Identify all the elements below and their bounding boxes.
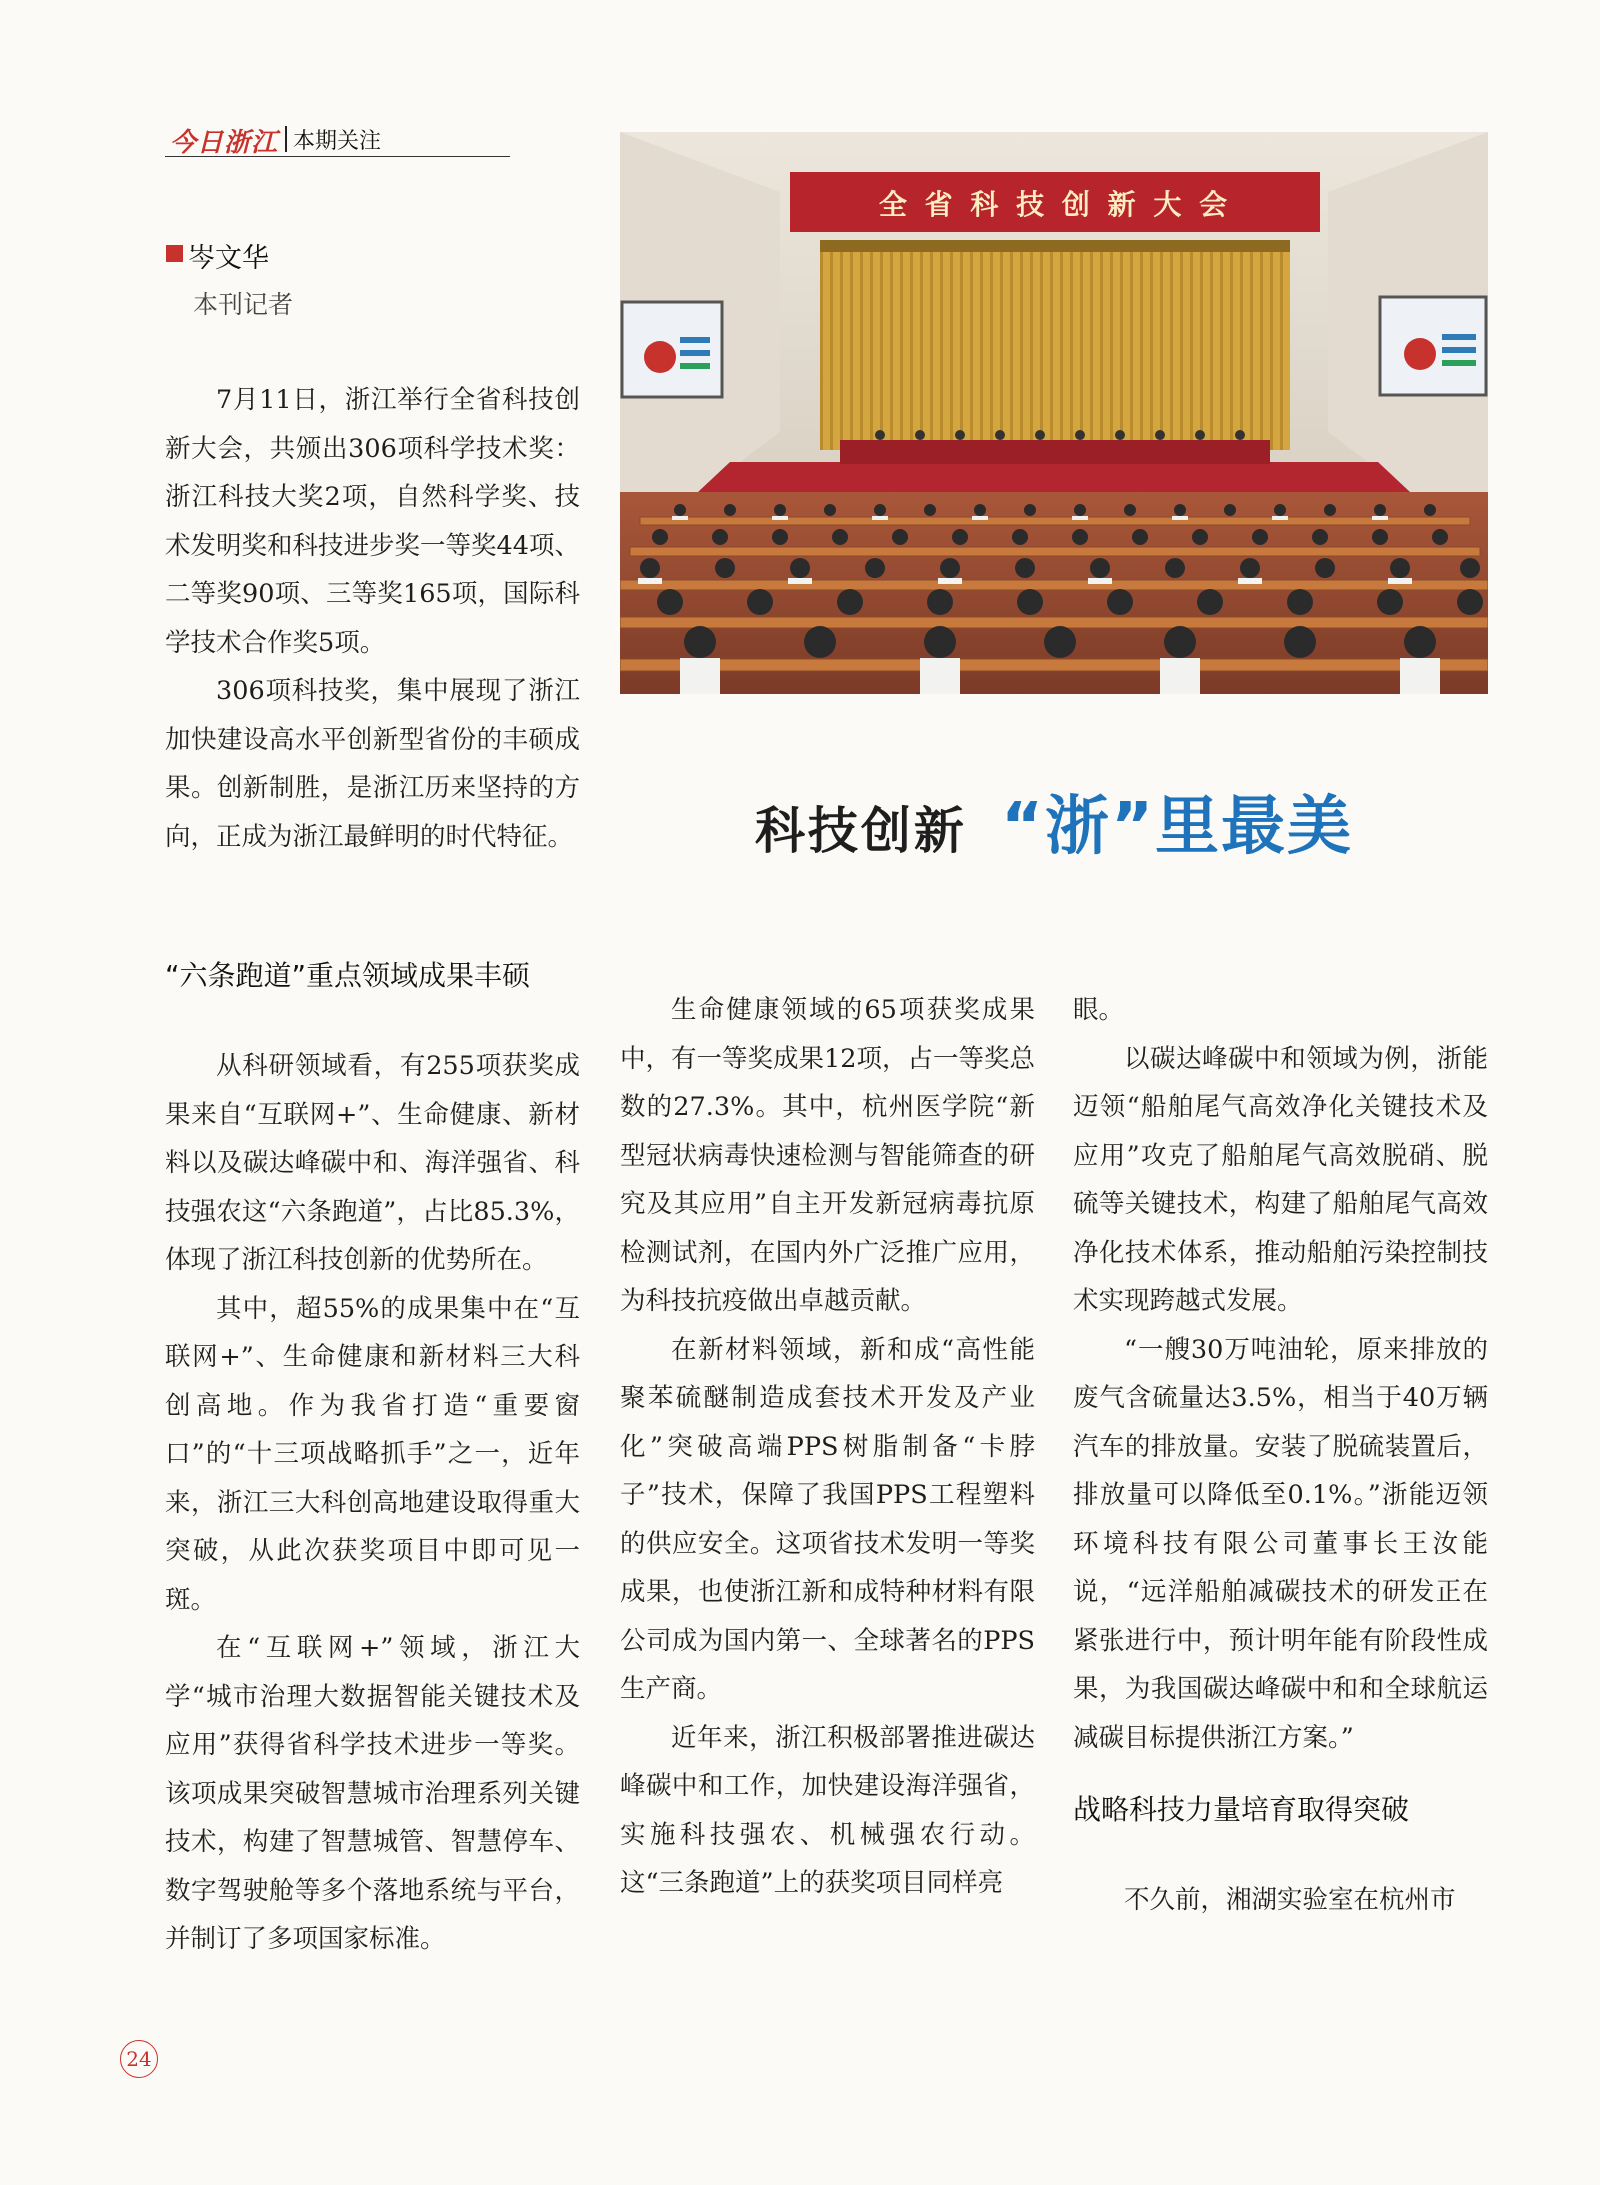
page-number: 24 xyxy=(120,2040,158,2078)
section-label: 本期关注 xyxy=(293,129,382,154)
author-role: 本刊记者 xyxy=(193,290,294,319)
col1-paragraph-2: 其中，超55%的成果集中在“互联网+”、生命健康和新材料三大科创高地。作为我省打造“重要窗口”的“十三项战略抓手”之一，近年来，浙江三大科创高地建设取得重大突破，从此次获奖项目中即可见一斑。 xyxy=(165,1293,580,1615)
col2-paragraph-3: 近年来，浙江积极部署推进碳达峰碳中和工作，加快建设海洋强省，实施科技强农、机械强农行动。这“三条跑道”上的获奖项目同样亮 xyxy=(620,1722,1035,1898)
title-part-1: 科技创新 xyxy=(754,801,967,860)
header-separator xyxy=(285,126,287,152)
col3-paragraph-1: 以碳达峰碳中和领域为例，浙能迈领“船舶尾气高效净化关键技术及应用”攻克了船舶尾气高效脱硝、脱硫等关键技术，构建了船舶尾气高效净化技术体系，推动船舶污染控制技术实现跨越式发展。 xyxy=(1073,1043,1488,1316)
column-2 xyxy=(620,986,1035,1908)
column-1 xyxy=(165,952,580,1964)
col2-paragraph-1: 生命健康领域的65项获奖成果中，有一等奖成果12项，占一等奖总数的27.3%。其中，杭州医学院“新型冠状病毒快速检测与智能筛查的研究及其应用”自主开发新冠病毒抗原检测试剂，在国内外广泛推广应用，为科技抗疫做出卓越贡献。 xyxy=(620,995,1035,1316)
col2-paragraph-2: 在新材料领域，新和成“高性能聚苯硫醚制造成套技术开发及产业化”突破高端PPS树脂制备“卡脖子”技术，保障了我国PPS工程塑料的供应安全。这项省技术发明一等奖成果，也使浙江新和成特种材料有限公司成为国内第一、全球著名的PPS生产商。 xyxy=(620,1334,1035,1704)
author-name: 岑文华 xyxy=(188,243,269,274)
magazine-logo: 今日浙江 xyxy=(170,128,279,158)
col1-paragraph-3: 在“互联网+”领域，浙江大学“城市治理大数据智能关键技术及应用”获得省科学技术进步一等奖。该项成果突破智慧城市治理系列关键技术，构建了智慧城管、智慧停车、数字驾驶舱等多个落地系统与平台，并制订了多项国家标准。 xyxy=(165,1633,580,1954)
column-3 xyxy=(1073,986,1488,1925)
page-header xyxy=(165,122,510,157)
author-marker xyxy=(166,245,183,262)
col1-paragraph-1: 从科研领域看，有255项获奖成果来自“互联网+”、生命健康、新材料以及碳达峰碳中和、海洋强省、科技强农这“六条跑道”，占比85.3%，体现了浙江科技创新的优势所在。 xyxy=(165,1051,580,1275)
intro-paragraph-1: 7月11日，浙江举行全省科技创新大会，共颁出306项科学技术奖：浙江科技大奖2项，自然科学奖、技术发明奖和科技进步奖一等奖44项、二等奖90项、三等奖165项，国际科学技术合作奖5项。 xyxy=(165,385,580,658)
conference-hall-illustration xyxy=(620,132,1488,694)
col3-paragraph-last: 不久前，湘湖实验室在杭州市 xyxy=(1124,1885,1456,1915)
intro-paragraph-2: 306项科技奖，集中展现了浙江加快建设高水平创新型省份的丰硕成果。创新制胜，是浙江历来坚持的方向，正成为浙江最鲜明的时代特征。 xyxy=(165,676,580,852)
title-part-2: “浙”里最美 xyxy=(1000,790,1354,864)
conference-photo xyxy=(620,132,1488,694)
intro-column xyxy=(165,376,580,861)
section-heading-1: “六条跑道”重点领域成果丰硕 xyxy=(165,959,531,992)
banner-text: 全 省 科 技 创 新 大 会 xyxy=(878,188,1232,221)
col3-paragraph-2: “一艘30万吨油轮，原来排放的废气含硫量达3.5%，相当于40万辆汽车的排放量。安装了脱硫装置后，排放量可以降低至0.1%。”浙能迈领环境科技有限公司董事长王汝能说，“远洋船舶减碳技术的研发正在紧张进行中，预计明年能有阶段性成果，为我国碳达峰碳中和和全球航运减碳目标提供浙江方案。” xyxy=(1073,1334,1488,1753)
col3-continuation: 眼。 xyxy=(1073,995,1125,1025)
section-heading-2: 战略科技力量培育取得突破 xyxy=(1073,1793,1410,1826)
article-title xyxy=(620,775,1488,867)
